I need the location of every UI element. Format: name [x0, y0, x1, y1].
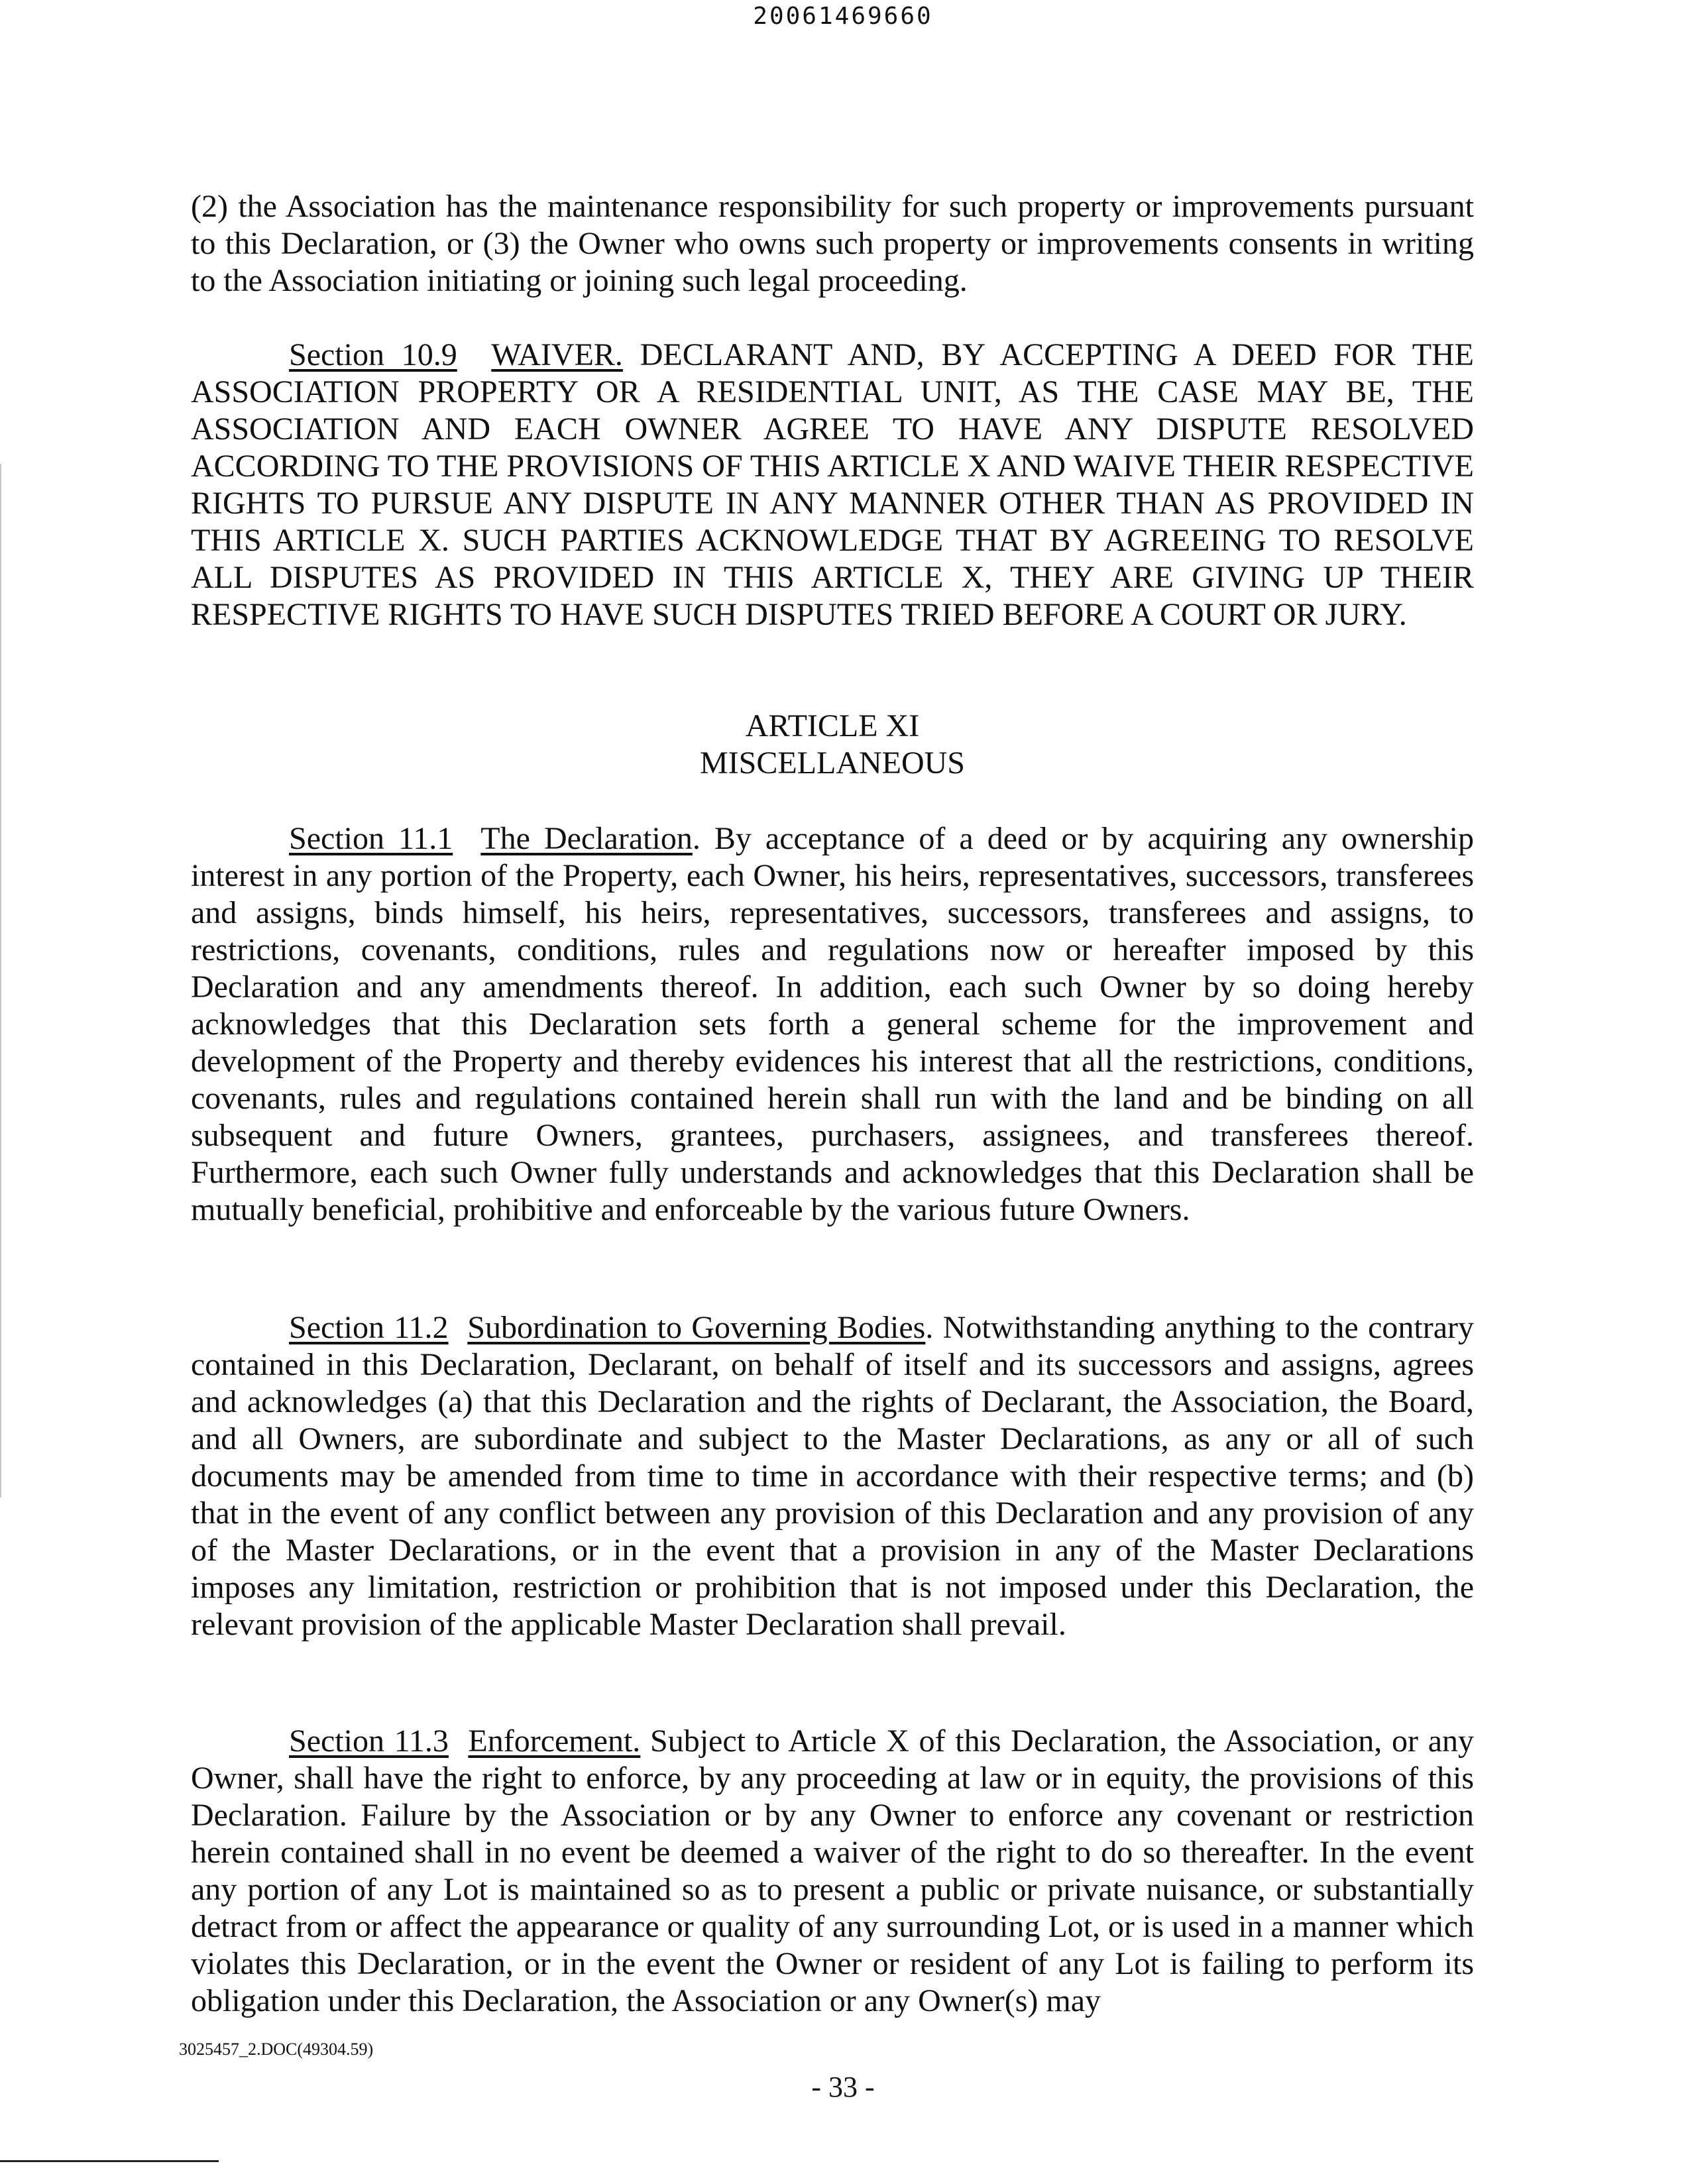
paragraph-continuation: (2) the Association has the maintenance responsibility for such property or improvements pursuant to this Declaration, or (3) the Owner who owns such property or improvements consents in writing to the Association initiating or joining such legal proceeding. [191, 189, 1474, 298]
document-number: 20061469660 [753, 3, 933, 30]
page-number: - 33 - [811, 2071, 875, 2103]
section-11-2 [191, 1309, 1474, 1643]
section-10-9-body: DECLARANT AND, BY ACCEPTING A DEED FOR THE ASSOCIATION PROPERTY OR A RESIDENTIAL UNIT, AS THE CASE MAY BE, THE ASSOCIATION AND EACH OWNER AGREE TO HAVE ANY DISPUTE RESOLVED ACCORDING TO THE PROVISIONS OF THIS ARTICLE X AND WAIVE THEIR RESPECTIVE RIGHTS TO PURSUE ANY DISPUTE IN ANY MANNER OTHER THAN AS PROVIDED IN THIS ARTICLE X. SUCH PARTIES ACKNOWLEDGE THAT BY AGREEING TO RESOLVE ALL DISPUTES AS PROVIDED IN THIS ARTICLE X, THEY ARE GIVING UP THEIR RESPECTIVE RIGHTS TO HAVE SUCH DISPUTES TRIED BEFORE A COURT OR JURY. [191, 337, 1474, 632]
section-11-1 [191, 820, 1474, 1228]
scan-edge-line [0, 464, 1, 1498]
article-title: MISCELLANEOUS [699, 745, 965, 781]
section-11-2-body: . Notwithstanding anything to the contrary contained in this Declaration, Declarant, on behalf of itself and its successors and assigns, agrees and acknowledges (a) that this Declaration and the rights of Declarant, the Association, the Board, and all Owners, are subordinate and subject to the Master Declarations, as any or all of such documents may be amended from time to time in accordance with their respective terms; and (b) that in the event of any conflict between any provision of this Declaration and any provision of any of the Master Declarations, or in the event that a provision in any of the Master Declarations imposes any limitation, restriction or prohibition that is not imposed under this Declaration, the relevant provision of the applicable Master Declaration shall prevail. [191, 1310, 1475, 1642]
section-11-3 [191, 1723, 1474, 2020]
section-11-3-number: Section 11.3 [289, 1723, 449, 1759]
section-11-2-number: Section 11.2 [289, 1310, 449, 1345]
section-10-9-title: WAIVER. [491, 337, 623, 372]
section-10-9 [191, 337, 1474, 633]
section-11-3-title: Enforcement. [468, 1723, 641, 1759]
section-11-3-body: Subject to Article X of this Declaration, the Association, or any Owner, shall have the right to enforce, by any proceeding at law or in equity, the provisions of this Declaration. Failure by the Association or by any Owner to enforce any covenant or restriction herein contained shall in no event be deemed a waiver of the right to do so thereafter. In the event any portion of any Lot is maintained so as to present a public or private nuisance, or substantially detract from or affect the appearance or quality of any surrounding Lot, or is used in a manner which violates this Declaration, or in the event the Owner or resident of any Lot is failing to perform its obligation under this Declaration, the Association or any Owner(s) may [191, 1723, 1475, 2018]
footer-document-id: 3025457_2.DOC(49304.59) [179, 2040, 374, 2059]
article-number: ARTICLE XI [745, 708, 920, 743]
footer-rule [0, 2160, 219, 2162]
section-11-1-number: Section 11.1 [289, 821, 453, 856]
section-10-9-number: Section 10.9 [289, 337, 457, 372]
section-11-1-body: . By acceptance of a deed or by acquiring any ownership interest in any portion of the Property, each Owner, his heirs, representatives, successors, transferees and assigns, binds himself, his heirs, representatives, successors, transferees and assigns, to restrictions, covenants, conditions, rules and regulations now or hereafter imposed by this Declaration and any amendments thereof. In addition, each such Owner by so doing hereby acknowledges that this Declaration sets forth a general scheme for the improvement and development of the Property and thereby evidences his interest that all the restrictions, conditions, covenants, rules and regulations contained herein shall run with the land and be binding on all subsequent and future Owners, grantees, purchasers, assignees, and transferees thereof. Furthermore, each such Owner fully understands and acknowledges that this Declaration shall be mutually beneficial, prohibitive and enforceable by the various future Owners. [191, 821, 1475, 1227]
section-11-2-title: Subordination to Governing Bodies [467, 1310, 926, 1345]
article-heading [191, 708, 1474, 782]
section-11-1-title: The Declaration [480, 821, 693, 856]
